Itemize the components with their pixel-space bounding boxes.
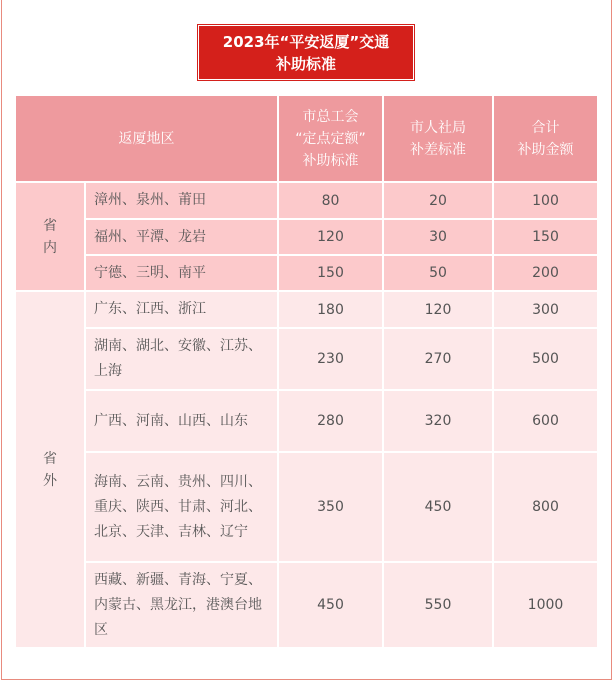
header-total	[493, 95, 598, 182]
total-cell: 200	[493, 255, 598, 291]
header-union-line-2: “定点定额”	[295, 130, 366, 147]
union-subsidy-cell: 230	[278, 328, 383, 390]
subsidy-table	[14, 94, 599, 649]
header-hr-line-2: 补差标准	[410, 141, 466, 158]
union-subsidy-cell: 80	[278, 182, 383, 219]
header-union-line-1: 市总工会	[302, 108, 359, 125]
section-label-out	[15, 291, 85, 648]
table-row	[15, 452, 598, 562]
header-total-line-2: 补助金额	[517, 141, 574, 158]
hr-subsidy-cell: 270	[383, 328, 493, 390]
header-region: 返厦地区	[15, 95, 278, 182]
total-cell: 300	[493, 291, 598, 328]
table-row	[15, 182, 598, 219]
region-cell: 西藏、新疆、青海、宁夏、内蒙古、黑龙江，港澳台地区	[85, 562, 278, 648]
title-line-2: 补助标准	[275, 55, 336, 73]
title-banner	[198, 25, 414, 80]
total-cell: 600	[493, 390, 598, 452]
region-cell: 漳州、泉州、莆田	[85, 182, 278, 219]
header-total-line-1: 合计	[531, 119, 560, 136]
header-hr-line-1: 市人社局	[410, 119, 466, 136]
section-in-char-1: 省	[43, 217, 57, 234]
table-row	[15, 562, 598, 648]
total-cell: 100	[493, 182, 598, 219]
hr-subsidy-cell: 120	[383, 291, 493, 328]
hr-subsidy-cell: 320	[383, 390, 493, 452]
title-line-1: 2023年“平安返厦”交通	[222, 33, 390, 51]
total-cell: 500	[493, 328, 598, 390]
header-row	[15, 95, 598, 182]
table-row	[15, 328, 598, 390]
region-cell: 福州、平潭、龙岩	[85, 219, 278, 255]
region-cell: 宁德、三明、南平	[85, 255, 278, 291]
section-out-char-2: 外	[43, 472, 57, 489]
table-row	[15, 219, 598, 255]
union-subsidy-cell: 450	[278, 562, 383, 648]
hr-subsidy-cell: 550	[383, 562, 493, 648]
hr-subsidy-cell: 20	[383, 182, 493, 219]
region-cell: 广东、江西、浙江	[85, 291, 278, 328]
header-hr-subsidy	[383, 95, 493, 182]
union-subsidy-cell: 280	[278, 390, 383, 452]
hr-subsidy-cell: 50	[383, 255, 493, 291]
total-cell: 150	[493, 219, 598, 255]
table-row	[15, 255, 598, 291]
union-subsidy-cell: 120	[278, 219, 383, 255]
section-label-in	[15, 182, 85, 291]
table-row	[15, 390, 598, 452]
total-cell: 1000	[493, 562, 598, 648]
section-in-char-2: 内	[43, 239, 57, 256]
union-subsidy-cell: 180	[278, 291, 383, 328]
region-cell: 广西、河南、山西、山东	[85, 390, 278, 452]
region-cell: 海南、云南、贵州、四川、重庆、陕西、甘肃、河北、北京、天津、吉林、辽宁	[85, 452, 278, 562]
union-subsidy-cell: 350	[278, 452, 383, 562]
header-union-line-3: 补助标准	[302, 152, 359, 169]
hr-subsidy-cell: 30	[383, 219, 493, 255]
hr-subsidy-cell: 450	[383, 452, 493, 562]
region-cell: 湖南、湖北、安徽、江苏、上海	[85, 328, 278, 390]
section-out-char-1: 省	[43, 450, 57, 467]
header-union-subsidy	[278, 95, 383, 182]
union-subsidy-cell: 150	[278, 255, 383, 291]
table-row	[15, 291, 598, 328]
total-cell: 800	[493, 452, 598, 562]
